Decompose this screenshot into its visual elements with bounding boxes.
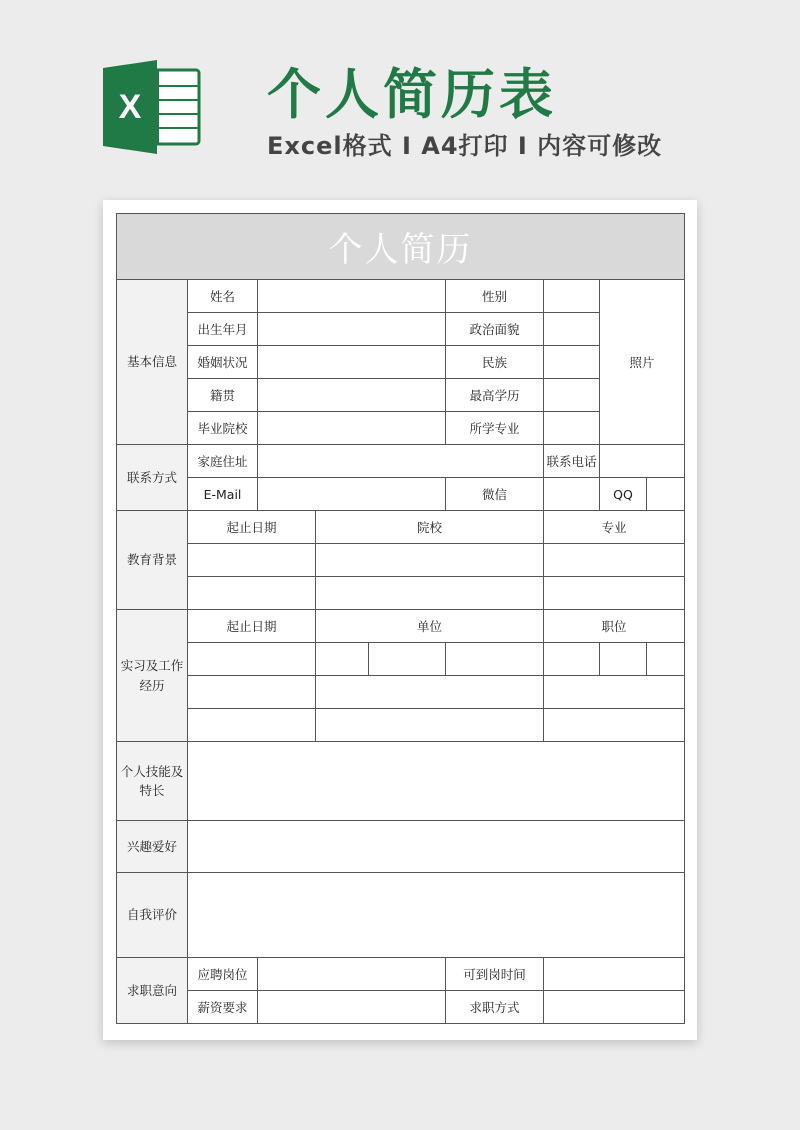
- label-position: 应聘岗位: [188, 958, 258, 991]
- resume-banner: 个人简历: [117, 214, 685, 280]
- resume-sheet: [103, 200, 697, 1040]
- section-contact: 联系方式: [117, 445, 188, 511]
- field-ethnicity[interactable]: [544, 346, 600, 379]
- col-work-period: 起止日期: [188, 610, 316, 643]
- label-wechat: 微信: [446, 478, 544, 511]
- work-period-cell[interactable]: [188, 709, 316, 742]
- work-period-cell[interactable]: [188, 676, 316, 709]
- work-position-cell[interactable]: [647, 643, 685, 676]
- label-address: 家庭住址: [188, 445, 258, 478]
- page-title: 个人简历表: [267, 63, 557, 126]
- field-qq[interactable]: [647, 478, 685, 511]
- col-work-position: 职位: [544, 610, 685, 643]
- work-position-cell[interactable]: [544, 709, 685, 742]
- work-unit-cell[interactable]: [316, 676, 544, 709]
- work-position-cell[interactable]: [544, 643, 600, 676]
- field-wechat[interactable]: [544, 478, 600, 511]
- field-degree[interactable]: [544, 379, 600, 412]
- work-position-cell[interactable]: [544, 676, 685, 709]
- label-phone: 联系电话: [544, 445, 600, 478]
- label-gender: 性别: [446, 280, 544, 313]
- label-marital: 婚姻状况: [188, 346, 258, 379]
- label-qq: QQ: [600, 478, 647, 511]
- col-edu-school: 院校: [316, 511, 544, 544]
- photo-box[interactable]: 照片: [600, 280, 685, 445]
- col-edu-major: 专业: [544, 511, 685, 544]
- label-birth: 出生年月: [188, 313, 258, 346]
- edu-period-cell[interactable]: [188, 544, 316, 577]
- field-hobbies[interactable]: [188, 821, 685, 873]
- label-salary: 薪资要求: [188, 991, 258, 1024]
- edu-school-cell[interactable]: [316, 577, 544, 610]
- page-header: [0, 0, 800, 190]
- label-name: 姓名: [188, 280, 258, 313]
- field-self-eval[interactable]: [188, 873, 685, 958]
- section-intent: 求职意向: [117, 958, 188, 1024]
- edu-major-cell[interactable]: [544, 544, 685, 577]
- section-skills: 个人技能及特长: [117, 742, 188, 821]
- page-subtitle: Excel格式 I A4打印 I 内容可修改: [267, 132, 663, 160]
- field-political[interactable]: [544, 313, 600, 346]
- label-ethnicity: 民族: [446, 346, 544, 379]
- field-available[interactable]: [544, 958, 685, 991]
- edu-period-cell[interactable]: [188, 577, 316, 610]
- work-unit-cell[interactable]: [446, 643, 544, 676]
- field-name[interactable]: [258, 280, 446, 313]
- label-degree: 最高学历: [446, 379, 544, 412]
- work-unit-cell[interactable]: [316, 709, 544, 742]
- label-school: 毕业院校: [188, 412, 258, 445]
- work-period-cell[interactable]: [188, 643, 316, 676]
- label-political: 政治面貌: [446, 313, 544, 346]
- label-email: E-Mail: [188, 478, 258, 511]
- label-major: 所学专业: [446, 412, 544, 445]
- excel-logo-icon: [103, 60, 203, 154]
- work-position-cell[interactable]: [600, 643, 647, 676]
- field-address[interactable]: [258, 445, 544, 478]
- field-marital[interactable]: [258, 346, 446, 379]
- field-birth[interactable]: [258, 313, 446, 346]
- section-work: 实习及工作经历: [117, 610, 188, 742]
- field-native[interactable]: [258, 379, 446, 412]
- section-basic-info: 基本信息: [117, 280, 188, 445]
- resume-table: [116, 213, 685, 1024]
- field-position[interactable]: [258, 958, 446, 991]
- field-major[interactable]: [544, 412, 600, 445]
- work-unit-cell[interactable]: [369, 643, 446, 676]
- section-education: 教育背景: [117, 511, 188, 610]
- edu-major-cell[interactable]: [544, 577, 685, 610]
- work-unit-cell[interactable]: [316, 643, 369, 676]
- field-school[interactable]: [258, 412, 446, 445]
- label-available: 可到岗时间: [446, 958, 544, 991]
- field-phone[interactable]: [600, 445, 685, 478]
- edu-school-cell[interactable]: [316, 544, 544, 577]
- label-method: 求职方式: [446, 991, 544, 1024]
- field-salary[interactable]: [258, 991, 446, 1024]
- field-method[interactable]: [544, 991, 685, 1024]
- logo-letter: X: [118, 88, 142, 126]
- section-hobbies: 兴趣爱好: [117, 821, 188, 873]
- col-work-unit: 单位: [316, 610, 544, 643]
- col-edu-period: 起止日期: [188, 511, 316, 544]
- label-native: 籍贯: [188, 379, 258, 412]
- section-self-eval: 自我评价: [117, 873, 188, 958]
- field-email[interactable]: [258, 478, 446, 511]
- field-gender[interactable]: [544, 280, 600, 313]
- field-skills[interactable]: [188, 742, 685, 821]
